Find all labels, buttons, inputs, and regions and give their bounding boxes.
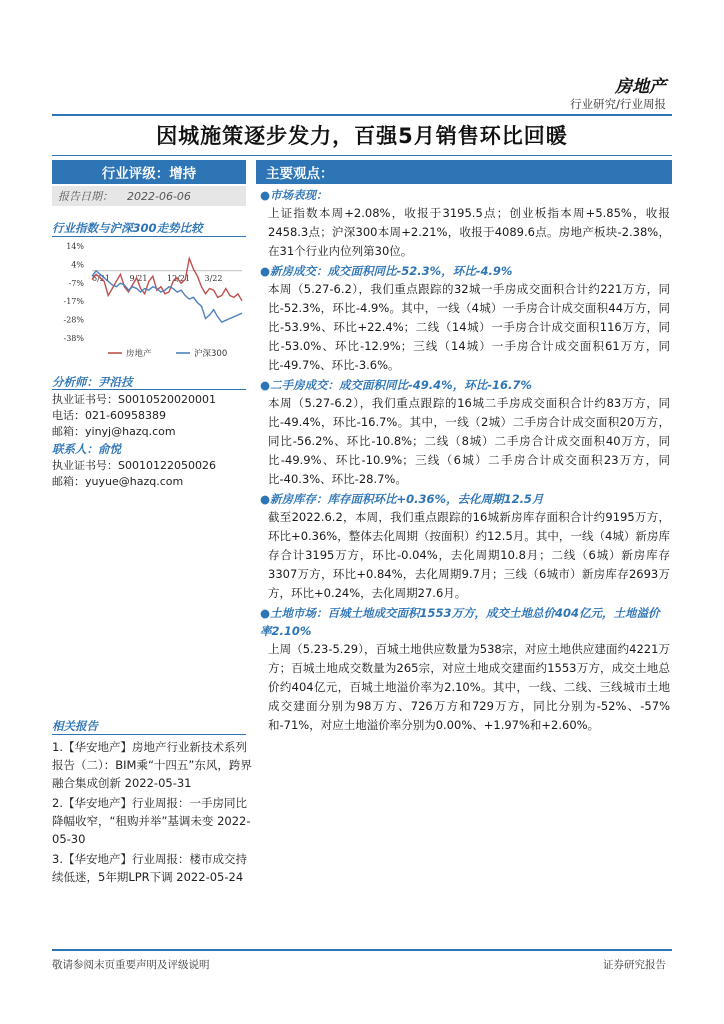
y-tick-label: 14% bbox=[66, 242, 84, 251]
x-tick-label: 12/21 bbox=[167, 273, 191, 283]
x-tick-label: 3/22 bbox=[204, 273, 223, 283]
footer-divider bbox=[52, 949, 672, 951]
section-new-home bbox=[260, 262, 670, 375]
contact-heading: 联系人：俞悦 bbox=[52, 442, 121, 456]
related-report-item[interactable]: 1.【华安地产】房地产行业新技术系列报告（二）：BIM乘“十四五”东风，跨界融合集成创新 2022-05-31 bbox=[52, 740, 252, 790]
section-heading: ●土地市场：百城土地成交面积1553万方，成交土地总价404亿元，土地溢价率2.10% bbox=[260, 606, 660, 638]
analyst-email[interactable]: 邮箱：yinyj@hazq.com bbox=[52, 425, 176, 438]
section-heading: ●新房成交：成交面积同比-52.3%，环比-4.9% bbox=[260, 264, 513, 278]
section-text: 本周（5.27-6.2），我们重点跟踪的16城二手房成交面积合计约83万方，同比-49.4%，环比-16.7%。其中，一线（2城）二手房合计成交面积20万方，同比-56.2%、环比-10.8%；二线（8城）二手房合计成交面积40万方，同比-49.9%、环比-10.9%；三线（6城）二手房合计成交面积23万方，同比-40.3%、环比-28.7%。 bbox=[268, 396, 670, 486]
related-reports-divider bbox=[52, 734, 246, 735]
analyst-phone: 电话：021-60958389 bbox=[52, 409, 166, 422]
section-text: 截至2022.6.2，本周，我们重点跟踪的16城新房库存面积合计约9195万方，环比+0.36%，整体去化周期（按面积）约12.5月。其中，一线（4城）新房库存合计3195万方，环比-0.04%，去化周期10.8月；二线（6城）新房库存3307万方，环比+0.84%，去化周期9.7月；三线（6城市）新房库存2693万方，环比+0.24%，去化周期27.6月。 bbox=[268, 510, 670, 600]
section-text: 上证指数本周+2.08%，收报于3195.5点；创业板指本周+5.85%，收报2458.3点；沪深300本周+2.21%，收报于4089.6点。房地产板块-2.38%，在31个行业内位列第30位。 bbox=[268, 206, 670, 258]
index-comparison-chart bbox=[52, 238, 246, 368]
footer-label: 证券研究报告 bbox=[603, 959, 666, 971]
section-inventory bbox=[260, 490, 670, 603]
related-reports-list bbox=[52, 738, 258, 888]
report-category: 房地产 bbox=[615, 77, 666, 97]
x-tick-label: 6/21 bbox=[92, 273, 110, 283]
chart-title-divider bbox=[52, 236, 246, 237]
section-heading: ●市场表现： bbox=[260, 188, 328, 202]
section-text: 本周（5.27-6.2），我们重点跟踪的32城一手房成交面积合计约221万方，同比-52.3%，环比-4.9%。其中，一线（4城）一手房合计成交面积44万方，同比-53.9%、环比+22.4%；二线（14城）一手房合计成交面积116万方，同比-53.0%、环比-12.9%；三线（14城）一手房合计成交面积61万方，同比-49.7%、环比-3.6%。 bbox=[268, 282, 670, 372]
report-date-bar bbox=[52, 186, 246, 206]
y-tick-label: -17% bbox=[63, 297, 84, 307]
related-reports-heading: 相关报告 bbox=[52, 719, 98, 733]
report-subcategory: 行业研究/行业周报 bbox=[570, 97, 666, 111]
analyst-cert: 执业证书号：S0010520020001 bbox=[52, 393, 216, 406]
x-tick-label: 9/21 bbox=[129, 273, 148, 283]
section-heading: ●新房库存：库存面积环比+0.36%，去化周期12.5月 bbox=[260, 492, 544, 506]
footer-disclaimer[interactable]: 敬请参阅末页重要声明及评级说明 bbox=[52, 959, 210, 971]
report-date-label: 报告日期： bbox=[58, 190, 113, 203]
y-tick-label: -28% bbox=[63, 315, 84, 325]
y-tick-label: -38% bbox=[63, 334, 84, 343]
report-title: 因城施策逐步发力，百强5月销售环比回暖 bbox=[156, 124, 568, 148]
related-report-item[interactable]: 3.【华安地产】行业周报：楼市成交持续低迷，5年期LPR下调 2022-05-24 bbox=[52, 852, 247, 884]
legend-label: 房地产 bbox=[126, 349, 152, 359]
section-market bbox=[260, 186, 670, 261]
section-land bbox=[260, 604, 670, 735]
y-tick-label: -7% bbox=[68, 278, 84, 288]
related-report-item[interactable]: 2.【华安地产】行业周报：一手房同比降幅收窄，“租购并举”基调未变 2022-05-30 bbox=[52, 796, 251, 846]
section-heading: ●二手房成交：成交面积同比-49.4%，环比-16.7% bbox=[260, 378, 532, 392]
contact-cert: 执业证书号：S0010122050026 bbox=[52, 459, 216, 472]
industry-rating: 行业评级：增持 bbox=[52, 160, 246, 184]
chart-title: 行业指数与沪深300走势比较 bbox=[52, 221, 203, 235]
title-divider bbox=[52, 155, 672, 156]
header-divider bbox=[52, 114, 672, 116]
y-tick-label: 4% bbox=[71, 260, 84, 270]
section-second-hand bbox=[260, 376, 670, 489]
analyst-divider bbox=[52, 389, 246, 390]
legend-label: 沪深300 bbox=[194, 349, 228, 359]
analyst-heading: 分析师：尹沿技 bbox=[52, 375, 133, 389]
report-date-value: 2022-06-06 bbox=[127, 189, 191, 203]
main-points-body bbox=[260, 186, 670, 736]
contact-email[interactable]: 邮箱：yuyue@hazq.com bbox=[52, 475, 184, 488]
section-text: 上周（5.23-5.29），百城土地供应数量为538宗，对应土地供应建面约4221万方；百城土地成交数量为265宗，对应土地成交建面约1553万方，成交土地总价约404亿元，百城土地溢价率为2.10%。其中，一线、二线、三线城市土地成交建面分别为98万方、726万方和729万方，同比分别为-52%、-57%和-71%，对应土地溢价率分别为0.00%、+1.97%和+2.60%。 bbox=[268, 642, 670, 732]
main-points-heading: 主要观点： bbox=[256, 160, 672, 184]
